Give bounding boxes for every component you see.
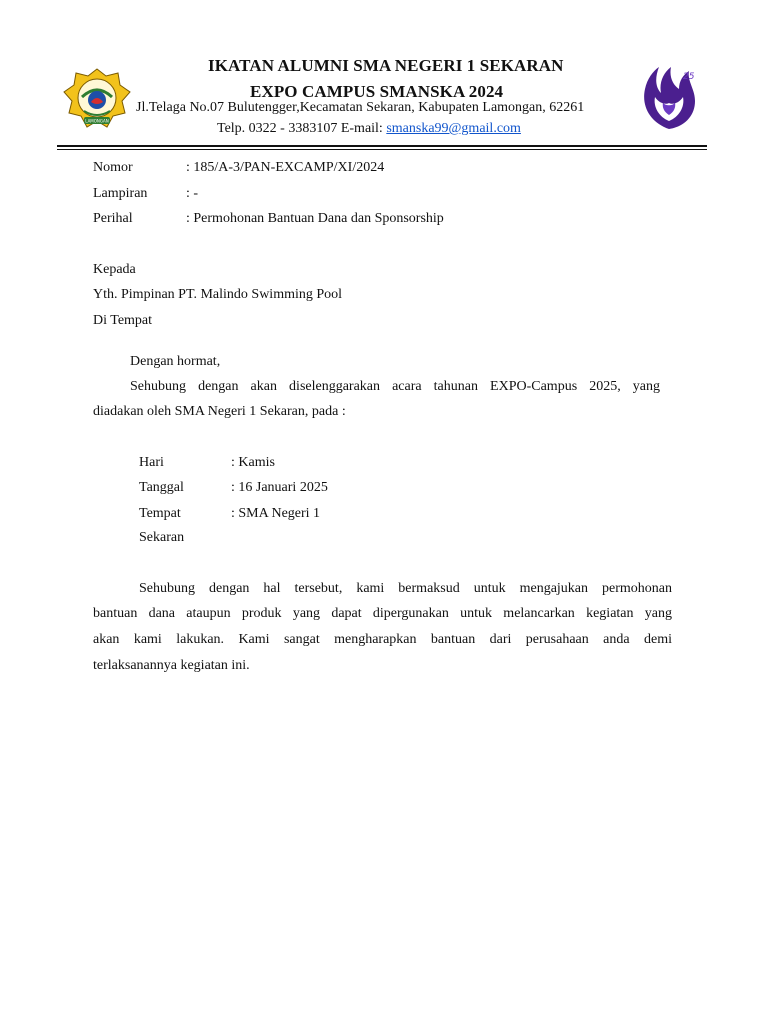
meta-label-lampiran: Lampiran bbox=[93, 186, 148, 201]
email-link[interactable]: smanska99@gmail.com bbox=[386, 121, 521, 136]
event-value-hari: : Kamis bbox=[231, 455, 275, 470]
closing-line-3: akan kami lakukan. Kami sangat mengharapkan bantuan dari perusahaan anda demi bbox=[93, 632, 672, 647]
closing-line-1: Sehubung dengan hal tersebut, kami bermaksud untuk mengajukan permohonan bbox=[139, 581, 672, 596]
closing-line-4: terlaksanannya kegiatan ini. bbox=[93, 658, 250, 673]
intro-line-1: Sehubung dengan akan diselenggarakan acara tahunan EXPO-Campus 2025, yang bbox=[130, 379, 660, 394]
event-label-tempat: Tempat bbox=[139, 506, 181, 521]
meta-value-nomor: : 185/A-3/PAN-EXCAMP/XI/2024 bbox=[186, 160, 385, 175]
meta-value-lampiran: : - bbox=[186, 186, 199, 201]
event-name: EXPO CAMPUS SMANSKA 2024 bbox=[250, 82, 504, 101]
event-label-tanggal: Tanggal bbox=[139, 480, 184, 495]
org-contact bbox=[217, 121, 521, 137]
svg-text:25: 25 bbox=[683, 72, 695, 82]
letterhead-divider-thin bbox=[57, 149, 707, 150]
org-address: Jl.Telaga No.07 Bulutengger,Kecamatan Sekaran, Kabupaten Lamongan, 62261 bbox=[136, 100, 585, 115]
org-name: IKATAN ALUMNI SMA NEGERI 1 SEKARAN bbox=[208, 56, 564, 75]
recipient-name: Yth. Pimpinan PT. Malindo Swimming Pool bbox=[93, 287, 343, 302]
event-value-tempat: : SMA Negeri 1 bbox=[231, 506, 321, 521]
meta-label-nomor: Nomor bbox=[93, 160, 133, 175]
meta-value-perihal: : Permohonan Bantuan Dana dan Sponsorship bbox=[186, 211, 444, 226]
letterhead-divider-thick bbox=[57, 145, 707, 147]
expo-campus-phoenix-logo bbox=[637, 63, 701, 133]
greeting: Dengan hormat, bbox=[130, 354, 221, 369]
event-label-hari: Hari bbox=[139, 455, 164, 470]
svg-text:LAMONGAN: LAMONGAN bbox=[85, 118, 109, 124]
intro-line-2: diadakan oleh SMA Negeri 1 Sekaran, pada : bbox=[93, 404, 346, 419]
phone-text: Telp. 0322 - 3383107 E-mail: bbox=[217, 121, 387, 136]
meta-label-perihal: Perihal bbox=[93, 211, 133, 226]
event-value-tanggal: : 16 Januari 2025 bbox=[231, 480, 328, 495]
recipient-place: Di Tempat bbox=[93, 313, 153, 328]
closing-line-2: bantuan dana ataupun produk yang dapat dipergunakan untuk melancarkan kegiatan yang bbox=[93, 606, 672, 621]
event-value-tempat-wrap: Sekaran bbox=[139, 530, 185, 545]
lamongan-emblem-logo bbox=[62, 67, 132, 131]
recipient-kepada: Kepada bbox=[93, 262, 136, 277]
